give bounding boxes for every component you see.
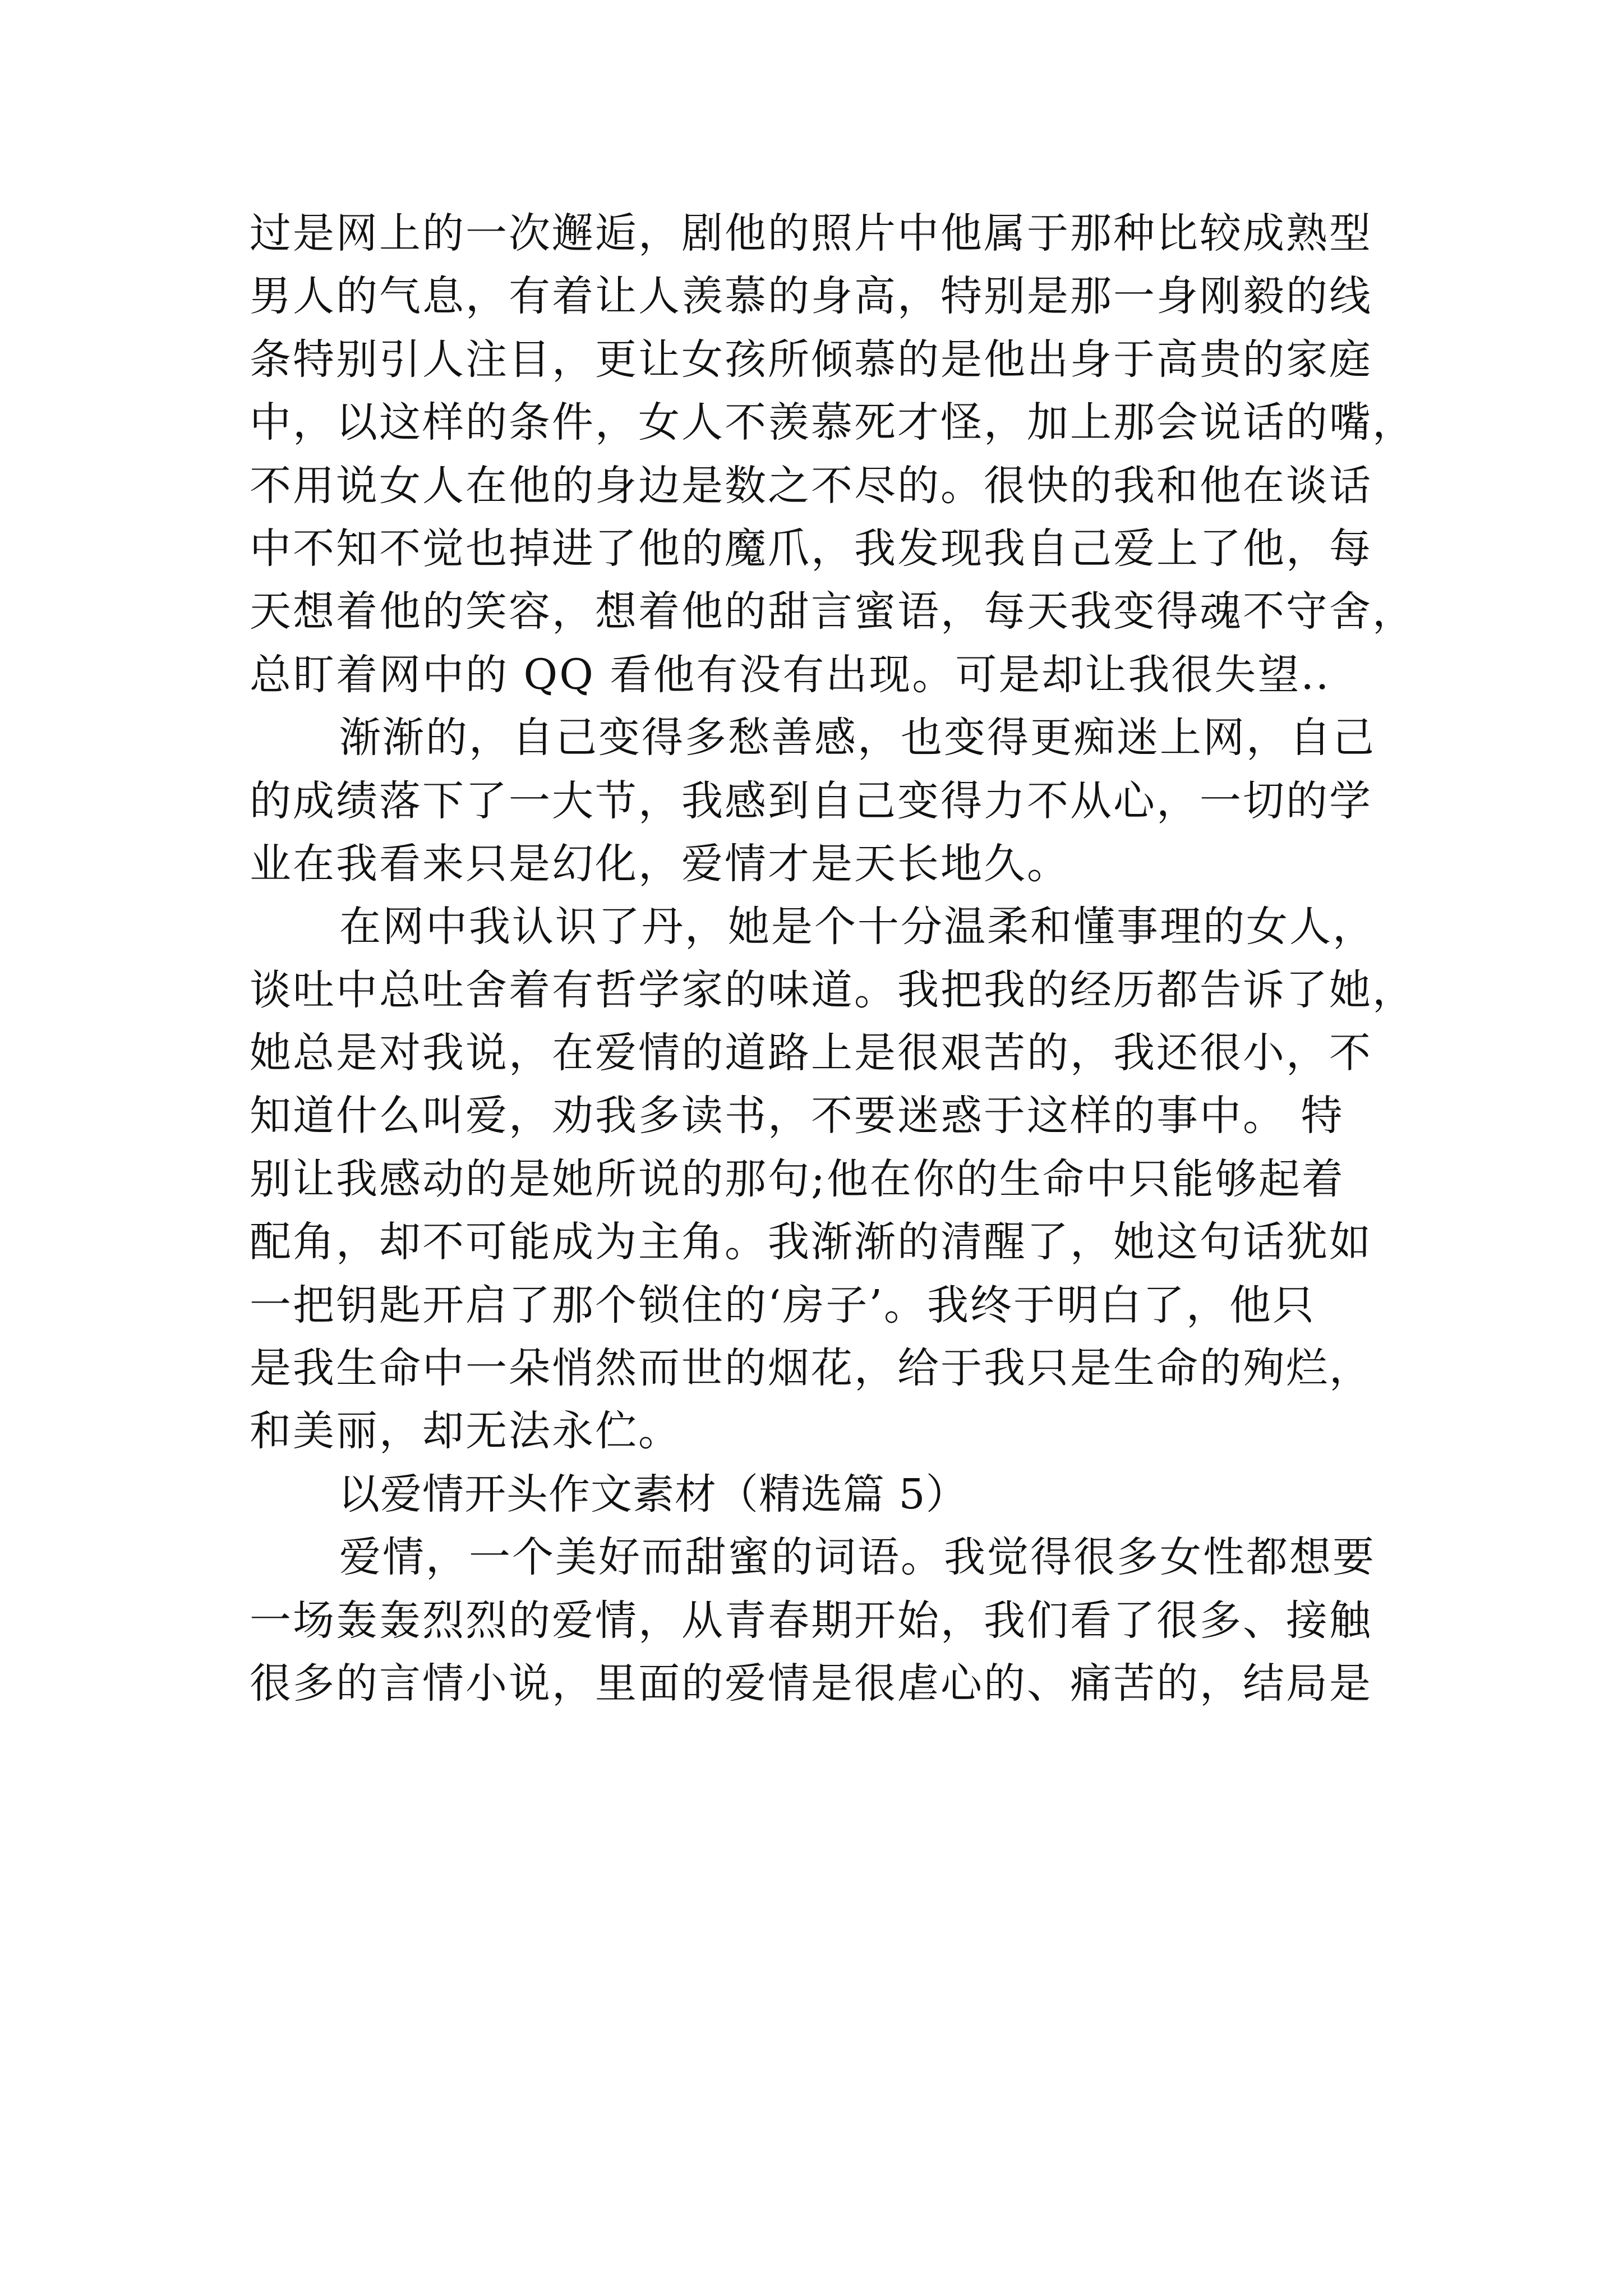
text-line: 的成绩落下了一大节，我感到自己变得力不从心，一切的学: [250, 776, 1372, 825]
paragraph-first-line: 爱情，一个美好而甜蜜的词语。我觉得很多女性都想要: [339, 1533, 1376, 1582]
text-line: 和美丽，却无法永伫。: [250, 1407, 681, 1456]
text-line: 中不知不觉也掉进了他的魔爪，我发现我自己爱上了他，每: [250, 524, 1372, 573]
text-line: 不用说女人在他的身边是数之不尽的。很快的我和他在谈话: [250, 461, 1372, 510]
text-line: 很多的言情小说，里面的爱情是很虐心的、痛苦的，结局是: [250, 1659, 1372, 1708]
text-line: 她总是对我说，在爱情的道路上是很艰苦的，我还很小，不: [250, 1029, 1372, 1078]
text-line: 中，以这样的条件，女人不羡慕死才怪，加上那会说话的嘴，: [250, 398, 1415, 447]
text-line: 男人的气息，有着让人羡慕的身高，特别是那一身刚毅的线: [250, 272, 1372, 321]
paragraph-first-line: 在网中我认识了丹，她是个十分温柔和懂事理的女人，: [339, 903, 1376, 951]
text-line: 总盯着网中的 QQ 看他有没有出现。可是却让我很失望..: [250, 650, 1331, 699]
text-line: 天想着他的笑容，想着他的甜言蜜语，每天我变得魂不守舍，: [250, 587, 1415, 636]
text-line: 一把钥匙开启了那个锁住的‘房子’。我终于明白了，他只: [250, 1281, 1316, 1329]
text-line: 条特别引人注目，更让女孩所倾慕的是他出身于高贵的家庭: [250, 335, 1372, 384]
text-line: 过是网上的一次邂逅，剧他的照片中他属于那种比较成熟型: [250, 209, 1372, 257]
text-line: 业在我看来只是幻化，爱情才是天长地久。: [250, 839, 1070, 888]
text-line: 一场轰轰烈烈的爱情，从青春期开始，我们看了很多、接触: [250, 1596, 1372, 1645]
text-line: 别让我感动的是她所说的那句;他在你的生命中只能够起着: [250, 1154, 1345, 1203]
text-line: 谈吐中总吐舍着有哲学家的味道。我把我的经历都告诉了她，: [250, 965, 1415, 1014]
body-text: [250, 202, 1415, 1715]
section-heading: 以爱情开头作文素材（精选篇 5）: [338, 1470, 968, 1519]
paragraph-first-line: 渐渐的，自己变得多愁善感，也变得更痴迷上网，自己: [339, 714, 1376, 762]
text-line: 配角，却不可能成为主角。我渐渐的清醒了，她这句话犹如: [250, 1218, 1372, 1267]
text-line: 是我生命中一朵悄然而世的烟花，给于我只是生命的殉烂，: [250, 1344, 1372, 1393]
text-line: 知道什么叫爱，劝我多读书，不要迷惑于这样的事中。 特: [250, 1092, 1344, 1140]
